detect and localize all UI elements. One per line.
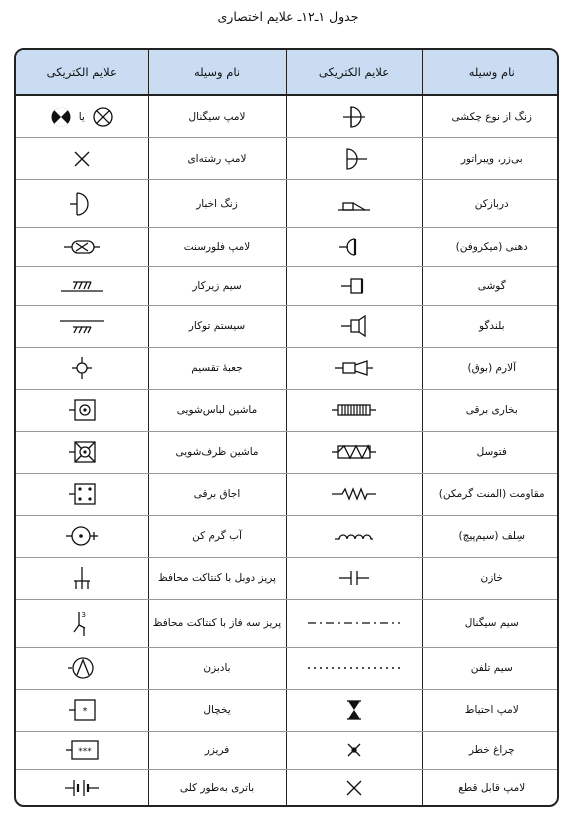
- horn-alarm-icon: [287, 359, 422, 377]
- table-header-row: [16, 50, 559, 95]
- symbol-cell-left: [16, 689, 148, 731]
- signal-wire-icon: [287, 618, 422, 628]
- symbol-cell-left: [16, 389, 148, 431]
- table-row: [16, 389, 559, 431]
- symbol-cell-right: [286, 557, 422, 599]
- symbol-cell-left: [16, 347, 148, 389]
- built-in-system-icon: [16, 316, 148, 336]
- electric-stove-icon: [16, 481, 148, 507]
- symbol-cell-left: [16, 557, 148, 599]
- symbols-table: [14, 48, 559, 807]
- photocell-icon: [287, 443, 422, 461]
- header-name-right: نام وسیله: [422, 50, 559, 95]
- name-cell-right: مقاومت (المنت گرمکن): [422, 473, 559, 515]
- danger-light-icon: [287, 740, 422, 760]
- table-row: [16, 599, 559, 647]
- name-cell-right: لامپ احتیاط: [422, 689, 559, 731]
- buzzer-icon: [287, 146, 422, 172]
- symbol-cell-left: [16, 180, 148, 228]
- symbol-cell-right: [286, 599, 422, 647]
- table-row: [16, 347, 559, 389]
- table-title: جدول ۱ـ۱۲ـ علایم اختصاری: [217, 9, 359, 24]
- symbol-cell-right: [286, 473, 422, 515]
- symbol-cell-left: [16, 267, 148, 306]
- name-cell-right: دربازکن: [422, 180, 559, 228]
- name-cell-left: ماشین ظرف‌شویی: [148, 431, 286, 473]
- name-cell-left: پریز سه فاز با کنتاکت محافظ: [148, 599, 286, 647]
- symbol-cell-right: [286, 138, 422, 180]
- dishwasher-icon: [16, 439, 148, 465]
- symbol-cell-left: [16, 599, 148, 647]
- table-row: [16, 431, 559, 473]
- resistor-icon: [287, 486, 422, 502]
- battery-icon: [16, 777, 148, 799]
- electric-heater-icon: [287, 402, 422, 418]
- filament-lamp-icon: [16, 148, 148, 170]
- freezer-icon: [16, 738, 148, 762]
- signal-lamp-icon: [91, 105, 115, 129]
- hammer-bell-icon: [287, 104, 422, 130]
- symbol-cell-left: [16, 515, 148, 557]
- name-cell-right: دهنی (میکروفن): [422, 228, 559, 267]
- name-cell-right: خازن: [422, 557, 559, 599]
- name-cell-right: بلندگو: [422, 305, 559, 347]
- capacitor-icon: [287, 569, 422, 587]
- caution-lamp-icon: [287, 698, 422, 722]
- name-cell-left: اجاق برقی: [148, 473, 286, 515]
- header-symbol-left: علایم الکتریکی: [16, 50, 148, 95]
- refrigerator-icon: [16, 697, 148, 723]
- symbol-cell-right: [286, 389, 422, 431]
- svg-text:3: 3: [81, 611, 86, 620]
- name-cell-right: زنگ از نوع چکشی: [422, 95, 559, 138]
- name-cell-left: بادبزن: [148, 647, 286, 689]
- header-name-left: نام وسیله: [148, 50, 286, 95]
- name-cell-right: بخاری برقی: [422, 389, 559, 431]
- name-cell-left: زنگ اخبار: [148, 180, 286, 228]
- symbol-cell-right: [286, 347, 422, 389]
- earphone-icon: [287, 274, 422, 298]
- symbol-cell-right: [286, 180, 422, 228]
- name-cell-right: چراغ خطر: [422, 731, 559, 770]
- fluorescent-lamp-icon: [16, 238, 148, 256]
- symbol-cell-right: [286, 689, 422, 731]
- washing-machine-icon: [16, 397, 148, 423]
- symbol-cell-right: [286, 228, 422, 267]
- name-cell-left: فریزر: [148, 731, 286, 770]
- name-cell-right: سِلف (سیم‌پیچ): [422, 515, 559, 557]
- symbol-cell-left: [16, 138, 148, 180]
- symbol-cell-left: [16, 647, 148, 689]
- symbol-cell-right: [286, 731, 422, 770]
- symbol-cell-right: [286, 647, 422, 689]
- table-row: [16, 305, 559, 347]
- symbol-pair: [16, 105, 148, 129]
- door-opener-icon: [287, 193, 422, 215]
- name-cell-right: لامپ قابل قطع: [458, 781, 526, 794]
- symbol-cell-right: [286, 95, 422, 138]
- symbol-cell-left: [16, 228, 148, 267]
- table-row: [16, 138, 559, 180]
- table-row: [16, 557, 559, 599]
- or-text: یا: [78, 110, 85, 123]
- name-cell-right: سیم سیگنال: [422, 599, 559, 647]
- symbol-cell-left: [16, 305, 148, 347]
- svg-text:***: ***: [78, 747, 92, 758]
- name-cell-left: جعبهٔ تقسیم: [148, 347, 286, 389]
- table-row: [16, 689, 559, 731]
- table-row: [16, 473, 559, 515]
- junction-box-icon: [16, 355, 148, 381]
- svg-text:*: *: [82, 706, 88, 718]
- concealed-wire-icon: [16, 277, 148, 295]
- microphone-icon: [287, 235, 422, 259]
- symbol-cell-right: [286, 770, 422, 805]
- table-row: [16, 180, 559, 228]
- name-cell-left: پریز دوبل با کنتاکت محافظ: [148, 557, 286, 599]
- name-cell-left: لامپ سیگنال: [148, 95, 286, 138]
- doorbell-icon: [16, 189, 148, 219]
- table-row: [16, 731, 559, 770]
- name-cell-left: ماشین لباس‌شویی: [148, 389, 286, 431]
- table-row: [16, 647, 559, 689]
- name-cell-left: سیستم توکار: [148, 305, 286, 347]
- three-phase-socket-icon: [16, 608, 148, 638]
- name-cell-left: باتری به‌طور کلی: [148, 770, 286, 805]
- table-row: [16, 515, 559, 557]
- name-cell-right: سیم تلفن: [422, 647, 559, 689]
- table-row: [16, 228, 559, 267]
- fan-icon: [16, 655, 148, 681]
- name-cell-left: لامپ رشته‌ای: [148, 138, 286, 180]
- double-socket-icon: [16, 565, 148, 591]
- name-cell-left: آب گرم کن: [148, 515, 286, 557]
- name-cell-right: فتوسل: [422, 431, 559, 473]
- table-row: [16, 770, 559, 805]
- switchable-lamp-icon: [287, 777, 422, 799]
- loudspeaker-icon: [287, 313, 422, 339]
- symbol-cell-right: [286, 431, 422, 473]
- symbol-cell-left: [16, 95, 148, 138]
- symbol-cell-left: [16, 731, 148, 770]
- water-heater-icon: [16, 523, 148, 549]
- header-symbol-right: علایم الکتریکی: [286, 50, 422, 95]
- table-row: [16, 267, 559, 306]
- table-row: [16, 95, 559, 138]
- symbol-cell-right: [286, 515, 422, 557]
- symbol-cell-right: [286, 267, 422, 306]
- name-cell-left: لامپ فلورسنت: [148, 228, 286, 267]
- symbol-cell-left: [16, 431, 148, 473]
- name-cell-left: یخچال: [148, 689, 286, 731]
- symbol-cell-left: [16, 473, 148, 515]
- telephone-wire-icon: [287, 663, 422, 673]
- inductor-icon: [287, 529, 422, 543]
- name-cell-right: بی‌زر، ویبراتور: [422, 138, 559, 180]
- name-cell-right: گوشی: [422, 267, 559, 306]
- signal-lamp-filled-icon: [49, 105, 73, 129]
- name-cell-left: سیم زیرکار: [148, 267, 286, 306]
- name-cell-right: آلارم (بوق): [422, 347, 559, 389]
- symbol-cell-left: [16, 770, 148, 805]
- symbol-cell-right: [286, 305, 422, 347]
